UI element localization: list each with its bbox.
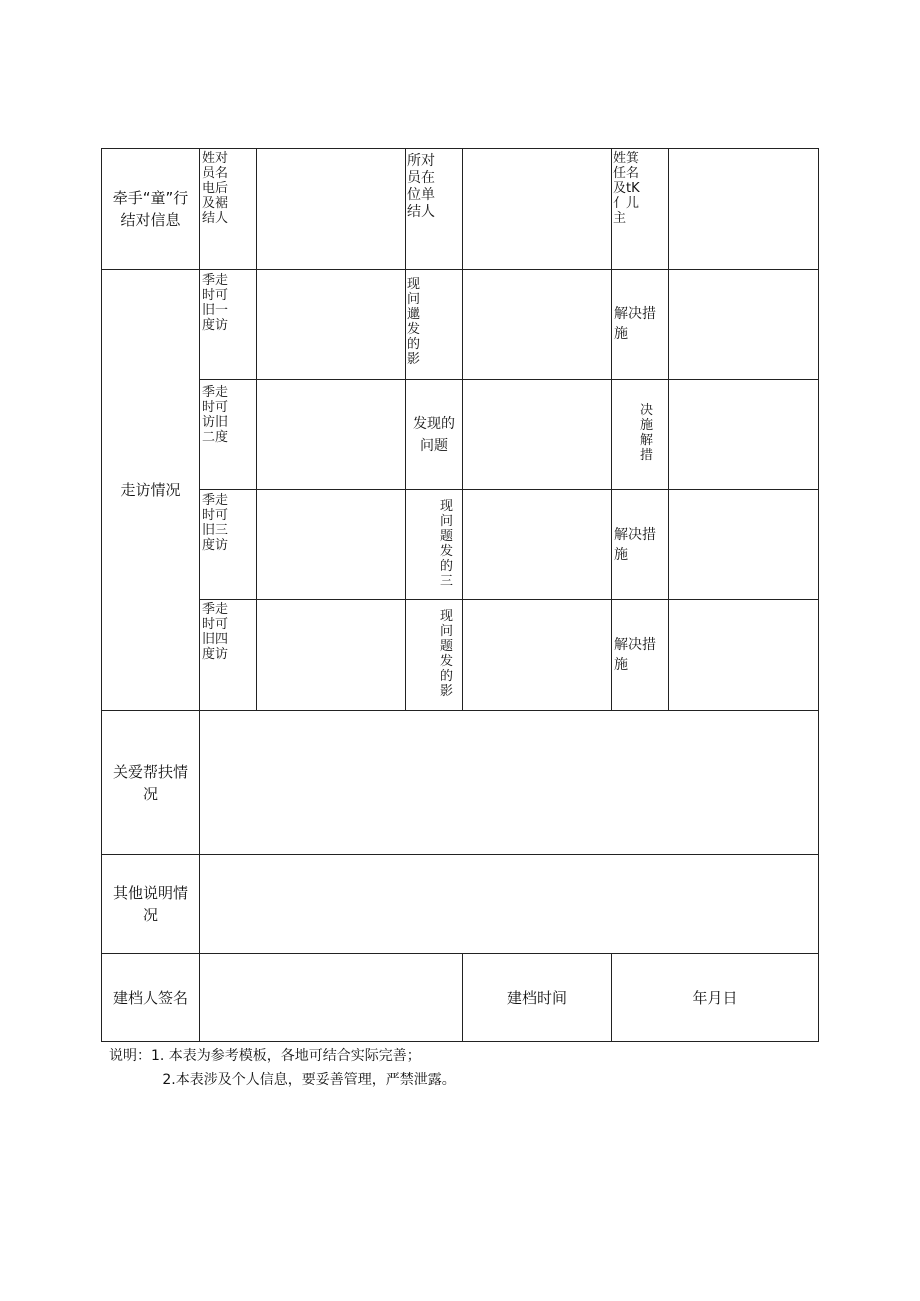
visit-measure-field[interactable] xyxy=(670,271,817,378)
visit-problem-label: 发现的问题 xyxy=(413,416,455,454)
visit-problem-field[interactable] xyxy=(464,491,610,598)
pairing-info-label: 牵手“童”行结对信息 xyxy=(112,189,189,229)
visit-problem-label: 现问邋发的影 xyxy=(407,277,421,367)
pairing-info-header xyxy=(102,149,199,269)
row-divider xyxy=(102,710,818,711)
column-divider xyxy=(199,149,200,1041)
column-divider xyxy=(462,149,463,710)
column-divider xyxy=(256,149,257,710)
visit-quarter-label: 季走时可旧三度访 xyxy=(202,493,229,553)
archive-time-header xyxy=(463,954,611,1041)
visit-measure-label: 解决措施 xyxy=(614,637,656,673)
helper-unit-label: 所对员在位单结人 xyxy=(407,153,435,220)
visit-problem-label: 现问题发的影 xyxy=(440,609,454,699)
visit-measure-label: 解决措施 xyxy=(614,306,656,342)
care-label: 关爱帮扶情况 xyxy=(112,762,188,803)
row-divider xyxy=(102,854,818,855)
care-header xyxy=(102,711,199,854)
archive-time-label: 建档时间 xyxy=(506,988,567,1007)
helper-name-phone-field[interactable] xyxy=(258,150,404,268)
row-divider xyxy=(200,489,818,490)
archive-date-field[interactable] xyxy=(612,954,818,1041)
visit-record-field[interactable] xyxy=(258,491,404,598)
visits-label: 走访情况 xyxy=(120,481,181,499)
visit-record-field[interactable] xyxy=(258,271,404,378)
visit-record-field[interactable] xyxy=(258,381,404,488)
record-form-table xyxy=(101,148,819,1042)
row-divider xyxy=(102,269,818,270)
visit-measure-field[interactable] xyxy=(670,491,817,598)
visit-quarter-label: 季走时可访旧二度 xyxy=(202,385,229,445)
care-content-field[interactable] xyxy=(201,712,817,853)
visit-problem-field[interactable] xyxy=(464,381,610,488)
visits-header xyxy=(102,270,199,710)
row-divider xyxy=(200,379,818,380)
visit-measure-field[interactable] xyxy=(670,601,817,709)
visit-quarter-label: 季走时可旧四度访 xyxy=(202,602,229,662)
form-notes xyxy=(109,1044,456,1092)
column-divider xyxy=(668,149,669,710)
other-content-field[interactable] xyxy=(201,856,817,952)
other-header xyxy=(102,855,199,953)
visit-record-field[interactable] xyxy=(258,601,404,709)
archive-date-text: 年月日 xyxy=(692,988,738,1007)
other-label: 其他说明情况 xyxy=(112,884,188,924)
column-divider xyxy=(405,149,406,710)
row-divider xyxy=(200,599,818,600)
visit-measure-field[interactable] xyxy=(670,381,817,488)
signature-field[interactable] xyxy=(201,955,461,1040)
note-line-2: 2.本表涉及个人信息，要妥善管理，严禁泄露。 xyxy=(109,1072,456,1088)
visit-measure-label: 解决措施 xyxy=(614,527,656,563)
helper-name-phone-label: 姓对员名电后及裾结人 xyxy=(202,151,229,226)
signature-label: 建档人签名 xyxy=(112,988,188,1007)
child-name-field[interactable] xyxy=(670,150,817,268)
column-divider xyxy=(611,149,612,710)
visit-measure-label: 决施解措 xyxy=(640,403,654,463)
visit-problem-label: 现问题发的三 xyxy=(440,499,454,589)
signature-header xyxy=(102,954,199,1041)
helper-unit-field[interactable] xyxy=(464,150,610,268)
visit-problem-field[interactable] xyxy=(464,601,610,709)
note-line-1: 说明：1. 本表为参考模板，各地可结合实际完善； xyxy=(109,1048,421,1064)
visit-problem-field[interactable] xyxy=(464,271,610,378)
child-name-label: 姓箕任名及tK亻儿主 xyxy=(613,151,640,226)
visit-quarter-label: 季走时可旧一度访 xyxy=(202,273,229,333)
